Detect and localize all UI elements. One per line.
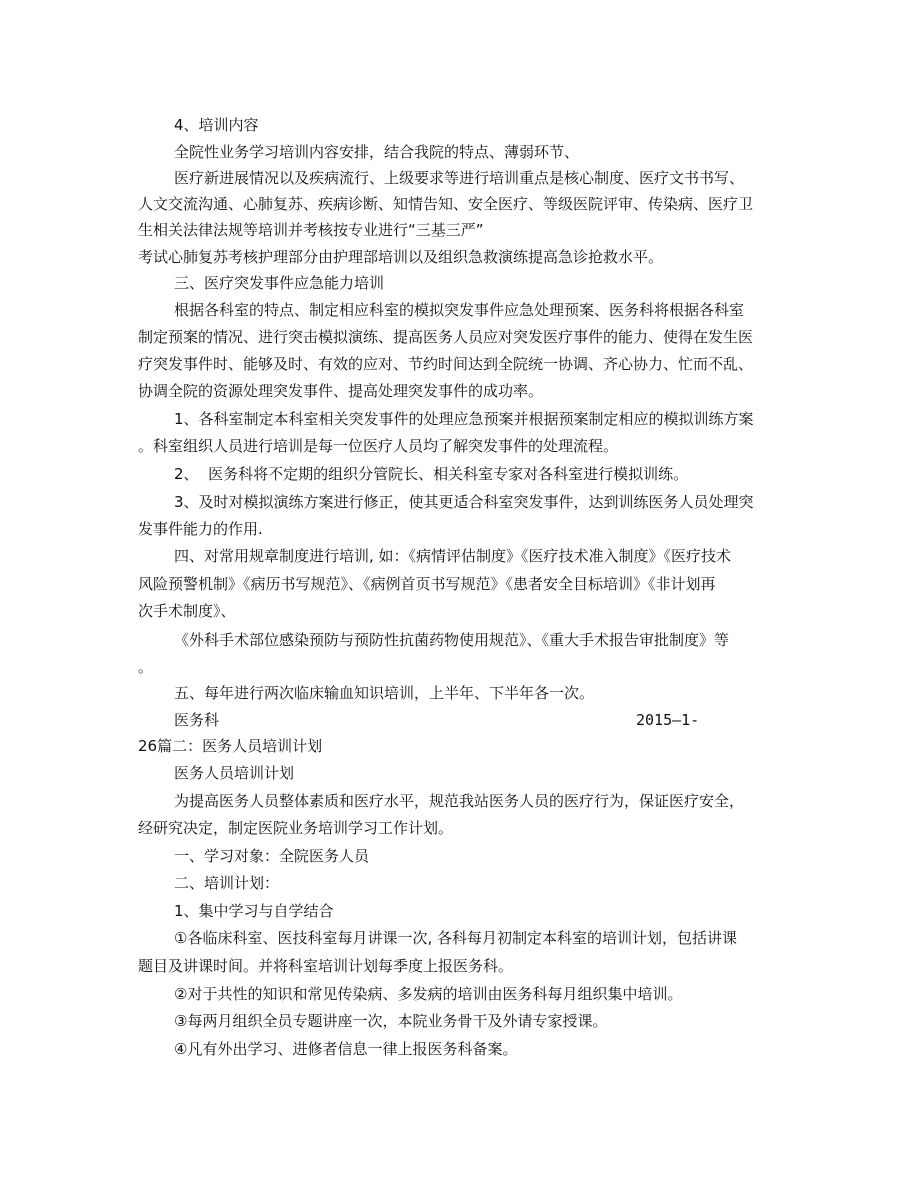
- paragraph-line: 风险预警机制》《病历书写规范》、《病例首页书写规范》《患者安全目标培训》《非计划再: [138, 575, 716, 593]
- paragraph-line: 发事件能力的作用.: [138, 520, 263, 538]
- paragraph-line: 根据各科室的特点、制定相应科室的模拟突发事件应急处理预案、医务科将根据各科室: [174, 301, 745, 319]
- paragraph-line: 人文交流沟通、心肺复苏、疾病诊断、知情告知、安全医疗、等级医院评审、传染病、医疗卫: [138, 195, 754, 213]
- paragraph-line: 制定预案的情况、进行突击模拟演练、提高医务人员应对突发医疗事件的能力、使得在发生医: [138, 328, 754, 346]
- paragraph-line: 协调全院的资源处理突发事件、提高处理突发事件的成功率。: [138, 382, 544, 400]
- section-heading: 4、培训内容: [174, 116, 259, 134]
- subsection-heading: 1、集中学习与自学结合: [174, 902, 334, 920]
- paragraph-line: 《外科手术部位感染预防与预防性抗菌药物使用规范》、《重大手术报告审批制度》等: [174, 631, 730, 649]
- section-heading: 四、对常用规章制度进行培训, 如：《病情评估制度》《医疗技术准入制度》《医疗技术: [174, 547, 732, 565]
- section-heading: 二、培训计划：: [174, 874, 280, 892]
- section-heading: 一、学习对象：全院医务人员: [174, 847, 370, 865]
- section-title: 26篇二：医务人员培训计划: [138, 737, 323, 755]
- paragraph-line: 次手术制度》、: [138, 602, 236, 620]
- list-item: ②对于共性的知识和常见传染病、多发病的培训由医务科每月组织集中培训。: [174, 985, 683, 1003]
- paragraph-line: 经研究决定，制定医院业务培训学习工作计划。: [138, 819, 454, 837]
- paragraph-line: 1、各科室制定本科室相关突发事件的处理应急预案并根据预案制定相应的模拟训练方案: [174, 410, 754, 428]
- paragraph-line: 2、 医务科将不定期的组织分管院长、相关科室专家对各科室进行模拟训练。: [174, 465, 689, 483]
- paragraph-line: 为提高医务人员整体素质和医疗水平，规范我站医务人员的医疗行为，保证医疗安全，: [174, 792, 745, 810]
- section-heading: 三、医疗突发事件应急能力培训: [174, 274, 385, 292]
- paragraph-line: 3、及时对模拟演练方案进行修正，使其更适合科室突发事件，达到训练医务人员处理突: [174, 493, 754, 511]
- paragraph-line: 题目及讲课时间。并将科室培训计划每季度上报医务科。: [138, 957, 514, 975]
- list-item: ③每两月组织全员专题讲座一次，本院业务骨干及外请专家授课。: [174, 1012, 608, 1030]
- paragraph-line: 医疗新进展情况以及疾病流行、上级要求等进行培训重点是核心制度、医疗文书书写、: [174, 169, 745, 187]
- signature-department: 医务科: [174, 711, 220, 729]
- list-item: ①各临床科室、医技科室每月讲课一次, 各科每月初制定本科室的培训计划，包括讲课: [174, 929, 737, 947]
- list-item: ④凡有外出学习、进修者信息一律上报医务科备案。: [174, 1040, 518, 1058]
- signature-date: 2015—1-: [636, 711, 700, 729]
- paragraph-line: 。: [138, 658, 154, 676]
- section-heading: 五、每年进行两次临床输血知识培训，上半年、下半年各一次。: [174, 684, 595, 702]
- paragraph-line: 考试心肺复苏考核护理部分由护理部培训以及组织急救演练提高急诊抢救水平。: [138, 248, 664, 266]
- paragraph-line: 生相关法律法规等培训并考核按专业进行“三基三严”: [138, 221, 484, 239]
- paragraph-line: 。科室组织人员进行培训是每一位医疗人员均了解突发事件的处理流程。: [138, 437, 619, 455]
- paragraph-line: 全院性业务学习培训内容安排，结合我院的特点、薄弱环节、: [174, 143, 580, 161]
- document-title: 医务人员培训计划: [174, 764, 295, 782]
- paragraph-line: 疗突发事件时、能够及时、有效的应对、节约时间达到全院统一协调、齐心协力、忙而不乱、: [138, 355, 754, 373]
